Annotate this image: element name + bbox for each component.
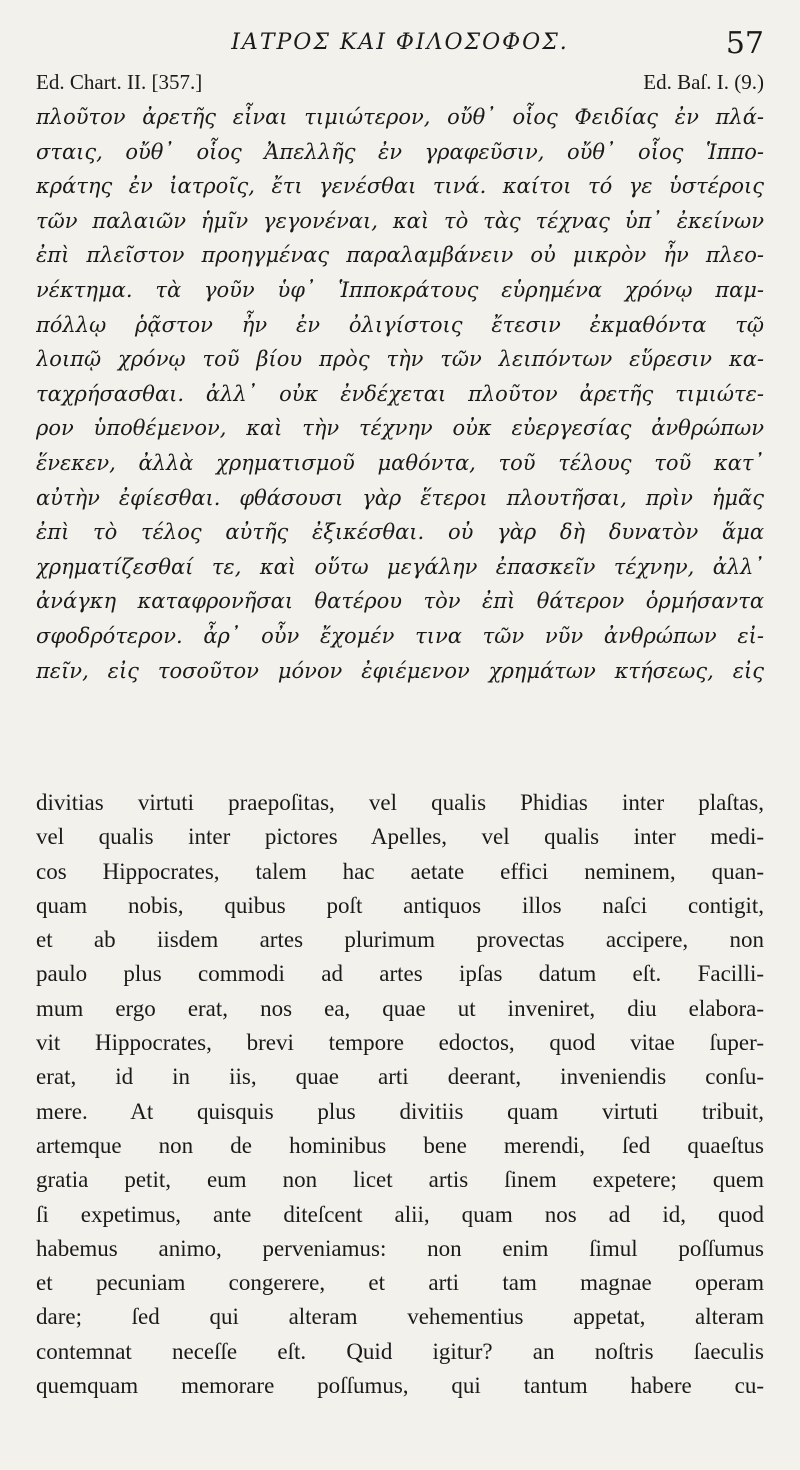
greek-text-line: ταχρήσασθαι. ἀλλ᾽ οὐκ ἐνδέχεται πλοῦτον ἀρετῆς τιμιώτε- xyxy=(36,381,764,406)
latin-text-line: mere. At quisquis plus divitiis quam virtuti tribuit, xyxy=(36,1098,764,1124)
greek-text-line: ἕνεκεν, ἀλλὰ χρηματισμοῦ μαθόντα, τοῦ τέλους τοῦ κατ᾽ xyxy=(36,450,764,475)
latin-text-line: divitias virtuti praepoſitas, vel qualis Phidias inter plaſtas, xyxy=(36,790,764,815)
edition-reference-left: Ed. Chart. II. [357.] xyxy=(36,70,203,94)
page-number: 57 xyxy=(725,26,764,61)
greek-text-line: ἐπὶ πλεῖστον προηγμένας παραλαμβάνειν οὐ μικρὸν ἦν πλεο- xyxy=(36,243,764,268)
greek-text-line: αὐτὴν ἐφίεσθαι. φθάσουσι γὰρ ἕτεροι πλουτῆσαι, πρὶν ἡμᾶς xyxy=(36,485,764,510)
latin-text-line: habemus animo, perveniamus: non enim ſimul poſſumus xyxy=(36,1235,764,1261)
greek-text-line: κράτης ἐν ἰατροῖς, ἔτι γενέσθαι τινά. καίτοι τό γε ὑστέροις xyxy=(36,174,764,199)
greek-text-line: ρον ὑποθέμενον, καὶ τὴν τέχνην οὐκ εὐεργεσίας ἀνθρώπων xyxy=(36,416,764,441)
latin-text-line: et ab iisdem artes plurimum provectas accipere, non xyxy=(36,927,764,953)
latin-text-line: paulo plus commodi ad artes ipſas datum eſt. Facilli- xyxy=(36,961,764,987)
latin-text-line: dare; ſed qui alteram vehementius appetat, alteram xyxy=(36,1304,764,1330)
latin-text-block xyxy=(36,786,764,1403)
latin-text-line: gratia petit, eum non licet artis ſinem expetere; quem xyxy=(36,1167,764,1193)
greek-text-line: τῶν παλαιῶν ἡμῖν γεγονέναι, καὶ τὸ τὰς τέχνας ὑπ᾽ ἐκείνων xyxy=(36,208,764,233)
latin-text-line: ſi expetimus, ante diteſcent alii, quam nos ad id, quod xyxy=(36,1201,764,1227)
latin-text-line: vit Hippocrates, brevi tempore edoctos, quod vitae ſuper- xyxy=(36,1030,764,1056)
latin-text-line: cos Hippocrates, talem hac aetate effici neminem, quan- xyxy=(36,858,764,884)
greek-text-line: πλοῦτον ἀρετῆς εἶναι τιμιώτερον, οὔθ᾽ οἷος Φειδίας ἐν πλά- xyxy=(36,105,764,129)
latin-text-line: quemquam memorare poſſumus, qui tantum habere cu- xyxy=(36,1373,764,1399)
latin-text-line: et pecuniam congerere, et arti tam magnae operam xyxy=(36,1270,764,1296)
running-title: ΙΑΤΡΟΣ ΚΑΙ ΦΙΛΟΣΟΦΟΣ. xyxy=(231,30,569,55)
latin-text-line: mum ergo erat, nos ea, quae ut inveniret, diu elabora- xyxy=(36,995,764,1021)
greek-text-line: χρηματίζεσθαί τε, καὶ οὕτω μεγάλην ἐπασκεῖν τέχνην, ἀλλ᾽ xyxy=(36,554,764,579)
latin-text-line: vel qualis inter pictores Apelles, vel qualis inter medi- xyxy=(36,824,764,850)
greek-text-line: ἀνάγκη καταφρονῆσαι θατέρου τὸν ἐπὶ θάτερον ὁρμήσαντα xyxy=(36,589,764,614)
greek-text-line: λοιπῷ χρόνῳ τοῦ βίου πρὸς τὴν τῶν λειπόντων εὕρεσιν κα- xyxy=(36,347,764,372)
greek-text-line: πεῖν, εἰς τοσοῦτον μόνον ἐφιέμενον χρημάτων κτήσεως, εἰς xyxy=(36,658,764,683)
greek-text-line: ἐπὶ τὸ τέλος αὐτῆς ἐξικέσθαι. οὐ γὰρ δὴ δυνατὸν ἅμα xyxy=(36,520,764,545)
latin-text-line: artemque non de hominibus bene merendi, ſed quaeſtus xyxy=(36,1132,764,1158)
latin-text-line: contemnat neceſſe eſt. Quid igitur? an noſtris ſaeculis xyxy=(36,1338,764,1364)
greek-text-line: πόλλῳ ῥᾷστον ἦν ἐν ὀλιγίστοις ἔτεσιν ἐκμαθόντα τῷ xyxy=(36,312,764,337)
greek-text-line: νέκτημα. τὰ γοῦν ὑφ᾽ Ἱπποκράτους εὑρημένα χρόνῳ παμ- xyxy=(36,277,764,302)
latin-text-line: quam nobis, quibus poſt antiquos illos naſci contigit, xyxy=(36,892,764,918)
greek-text-line: σταις, οὔθ᾽ οἷος Ἀπελλῆς ἐν γραφεῦσιν, οὔθ᾽ οἷος Ἱππο- xyxy=(36,139,764,164)
greek-text-block xyxy=(36,100,764,688)
edition-reference-right: Ed. Baſ. I. (9.) xyxy=(643,70,764,94)
latin-text-line: erat, id in iis, quae arti deerant, inveniendis conſu- xyxy=(36,1064,764,1090)
greek-text-line: σφοδρότερον. ἆρ᾽ οὖν ἔχομέν τινα τῶν νῦν ἀνθρώπων εἰ- xyxy=(36,623,764,648)
